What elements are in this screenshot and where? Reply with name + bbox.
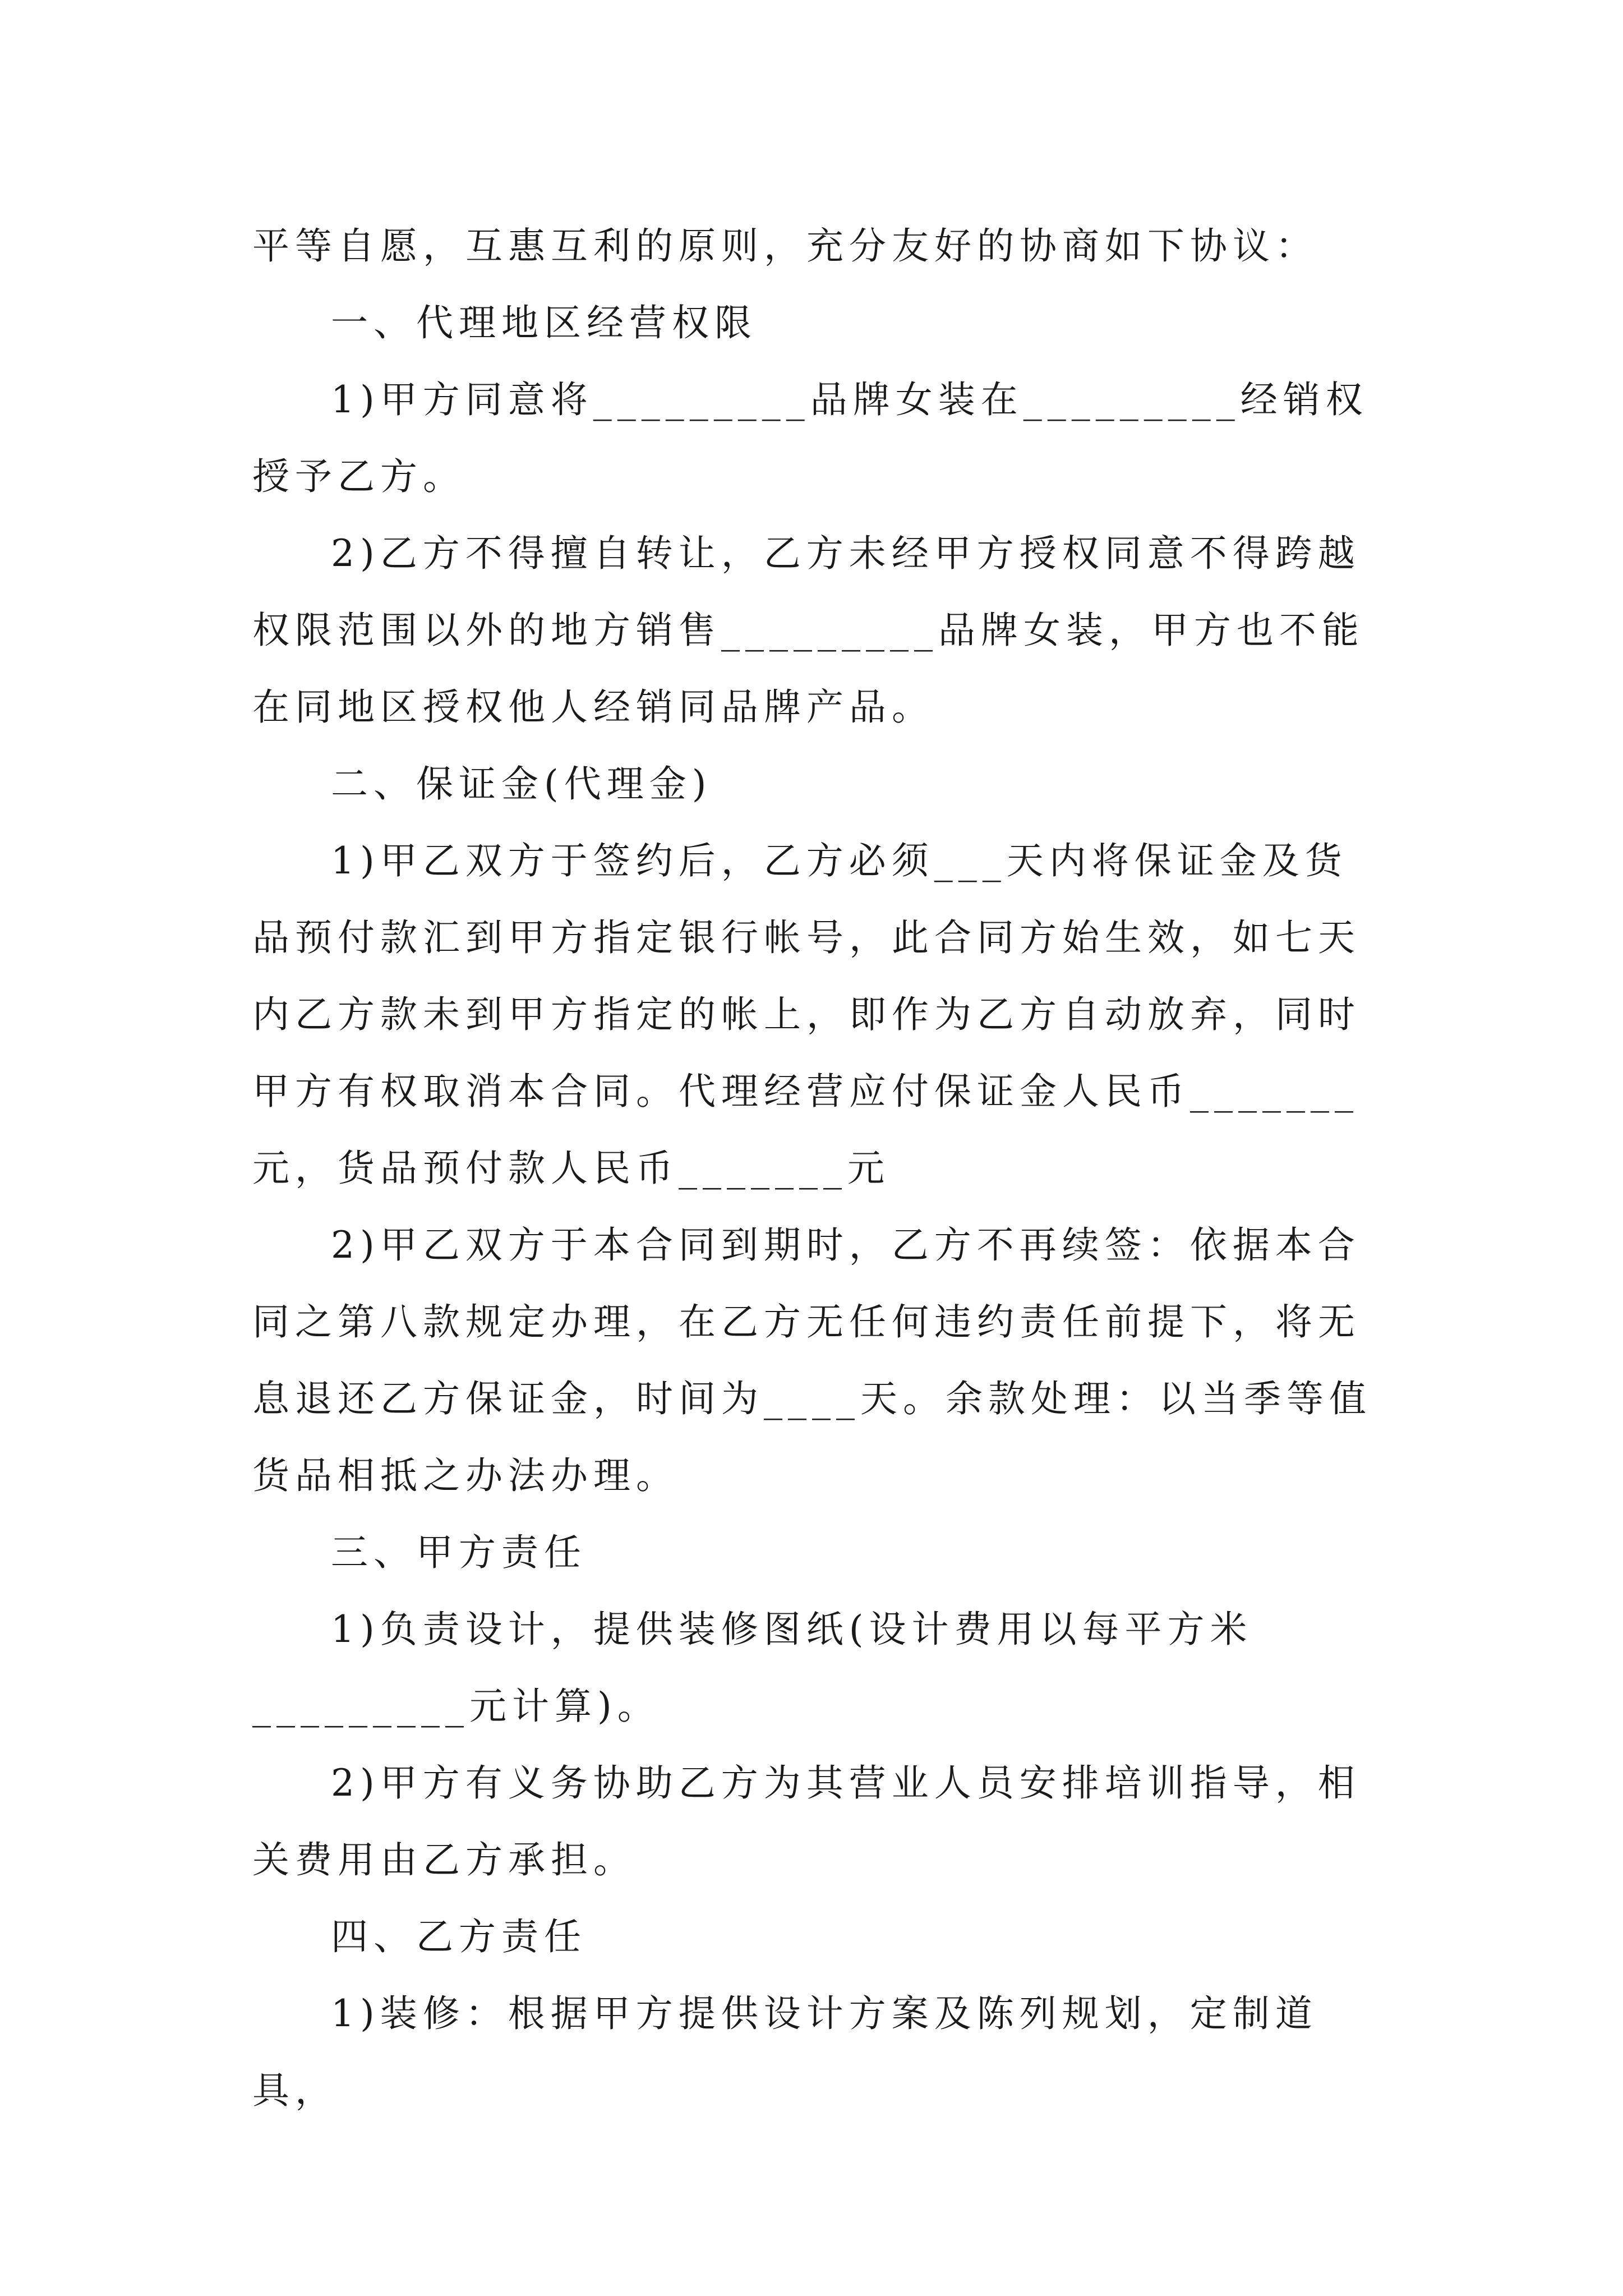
paragraph-opening: 平等自愿，互惠互利的原则，充分友好的协商如下协议： bbox=[252, 224, 1318, 268]
paragraph-1-2: 2)乙方不得擅自转让，乙方未经甲方授权同意不得跨越权限范围以外的地方销售_________品牌女装，甲方也不能在同地区授权他人经销同品牌产品。 bbox=[252, 532, 1364, 729]
section-heading-4: 四、乙方责任 bbox=[331, 1915, 587, 1958]
paragraph-1-1: 1)甲方同意将_________品牌女装在_________经销权授予乙方。 bbox=[252, 378, 1368, 498]
paragraph-2-2: 2)甲乙双方于本合同到期时，乙方不再续签：依据本合同之第八款规定办理，在乙方无任何违约责任前提下，将无息退还乙方保证金，时间为____天。余款处理：以当季等值货品相抵之办法办理。 bbox=[252, 1223, 1372, 1497]
document-body bbox=[252, 208, 1377, 2129]
paragraph-2-1: 1)甲乙双方于签约后，乙方必须___天内将保证金及货品预付款汇到甲方指定银行帐号，此合同方始生效，如七天内乙方款未到甲方指定的帐上，即作为乙方自动放弃，同时甲方有权取消本合同。代理经营应付保证金人民币_______元，货品预付款人民币_______元 bbox=[252, 839, 1361, 1190]
paragraph-3-1: 1)负责设计，提供装修图纸(设计费用以每平方米_________元计算)。 bbox=[252, 1608, 1253, 1728]
section-heading-3: 三、甲方责任 bbox=[331, 1531, 587, 1574]
paragraph-3-2: 2)甲方有义务协助乙方为其营业人员安排培训指导，相关费用由乙方承担。 bbox=[252, 1761, 1361, 1881]
section-heading-1: 一、代理地区经营权限 bbox=[331, 301, 757, 344]
section-heading-2: 二、保证金(代理金) bbox=[331, 762, 712, 806]
paragraph-4-1: 1)装修：根据甲方提供设计方案及陈列规划，定制道具， bbox=[252, 1992, 1318, 2112]
